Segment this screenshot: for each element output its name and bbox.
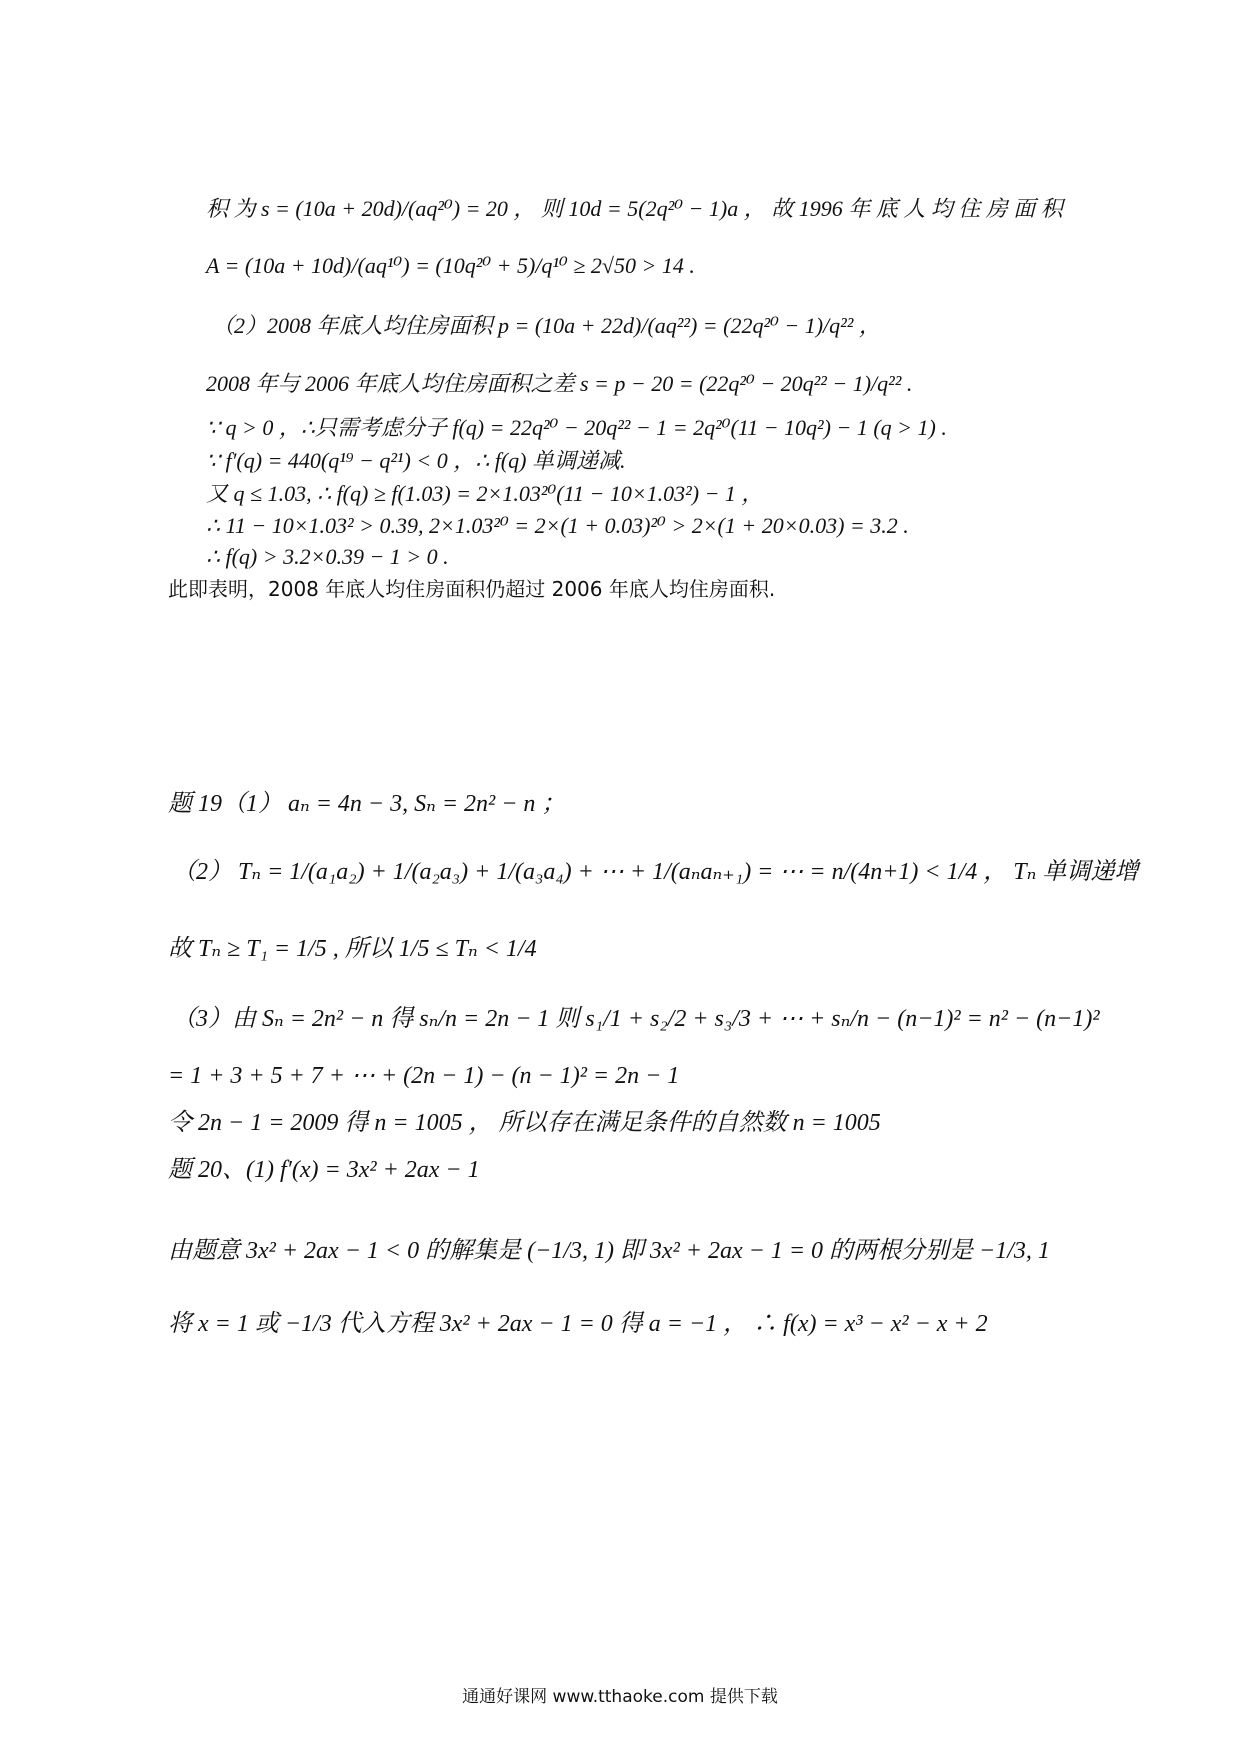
problem-19-line: = 1 + 3 + 5 + 7 + ⋯ + (2n − 1) − (n − 1)² = 2n − 1 bbox=[168, 1063, 680, 1089]
text-line: 又 q ≤ 1.03, ∴ f(q) ≥ f(1.03) = 2×1.03²⁰(11 − 10×1.03²) − 1 ， bbox=[206, 481, 764, 506]
page-footer: 通通好课网 www.tthaoke.com 提供下载 bbox=[462, 1687, 778, 1707]
problem-19-line: 故 Tₙ ≥ T₁ = 1/5 , 所以 1/5 ≤ Tₙ < 1/4 bbox=[168, 936, 537, 962]
problem-20-line: 题 20、(1) f′(x) = 3x² + 2ax − 1 bbox=[168, 1157, 480, 1183]
problem-20-line: 由题意 3x² + 2ax − 1 < 0 的解集是 (−1/3, 1) 即 3x² + 2ax − 1 = 0 的两根分别是 −1/3, 1 bbox=[168, 1238, 1050, 1264]
problem-19-line: （3）由 Sₙ = 2n² − n 得 sₙ/n = 2n − 1 则 s₁/1 + s₂/2 + s₃/3 + ⋯ + sₙ/n − (n−1)² = n² − (n−1)² bbox=[172, 1006, 1100, 1032]
text-line: 积 为 s = (10a + 20d)/(aq²⁰) = 20 ， 则 10d = 5(2q²⁰ − 1)a ， 故 1996 年 底 人 均 住 房 面 积 bbox=[206, 196, 1063, 221]
text-line: ∴ 11 − 10×1.03² > 0.39, 2×1.03²⁰ = 2×(1 + 0.03)²⁰ > 2×(1 + 20×0.03) = 3.2 . bbox=[206, 513, 909, 538]
text-line: ∵ f′(q) = 440(q¹⁹ − q²¹) < 0 ，∴ f(q) 单调递减. bbox=[206, 448, 626, 473]
text-line: （2）2008 年底人均住房面积 p = (10a + 22d)/(aq²²) = (22q²⁰ − 1)/q²² ， bbox=[212, 313, 881, 338]
problem-20-line: 将 x = 1 或 −1/3 代入方程 3x² + 2ax − 1 = 0 得 a = −1 ， ∴ f(x) = x³ − x² − x + 2 bbox=[168, 1311, 988, 1337]
text-line: ∴ f(q) > 3.2×0.39 − 1 > 0 . bbox=[206, 544, 449, 569]
text-line: A = (10a + 10d)/(aq¹⁰) = (10q²⁰ + 5)/q¹⁰ ≥ 2√50 > 14 . bbox=[206, 253, 695, 278]
problem-19-line: （2） Tₙ = 1/(a₁a₂) + 1/(a₂a₃) + 1/(a₃a₄) + ⋯ + 1/(aₙaₙ₊₁) = ⋯ = n/(4n+1) < 1/4 ， Tₙ 单调递增 bbox=[172, 859, 1139, 885]
text-line: 2008 年与 2006 年底人均住房面积之差 s = p − 20 = (22q²⁰ − 20q²² − 1)/q²² . bbox=[206, 371, 913, 396]
text-line: 此即表明，2008 年底人均住房面积仍超过 2006 年底人均住房面积. bbox=[168, 577, 776, 601]
text-line: ∵ q > 0 ，∴只需考虑分子 f(q) = 22q²⁰ − 20q²² − 1 = 2q²⁰(11 − 10q²) − 1 (q > 1) . bbox=[206, 415, 947, 440]
problem-19-line: 题 19（1） aₙ = 4n − 3, Sₙ = 2n² − n ； bbox=[168, 791, 566, 817]
problem-19-line: 令 2n − 1 = 2009 得 n = 1005 ， 所以存在满足条件的自然数 n = 1005 bbox=[168, 1110, 881, 1136]
